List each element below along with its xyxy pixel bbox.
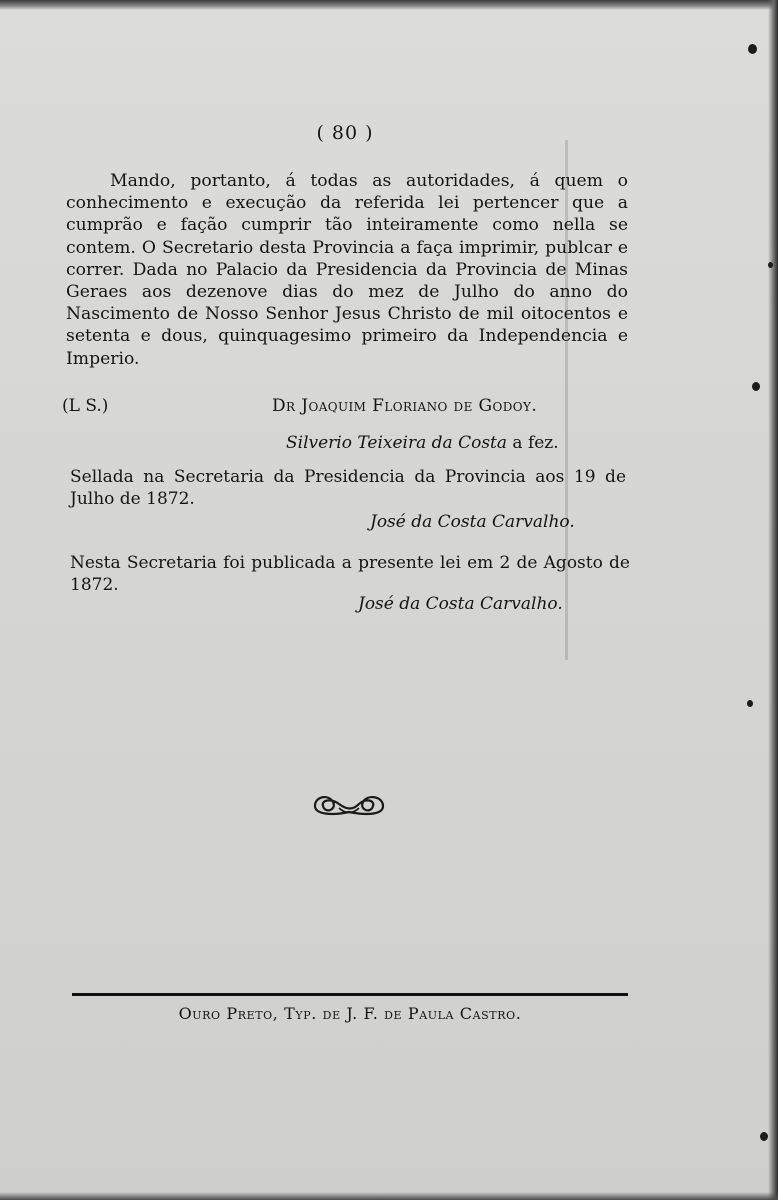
scan-edge-right xyxy=(768,0,778,1200)
scan-edge-top xyxy=(0,0,778,10)
clerk-suffix: a fez. xyxy=(507,433,559,453)
seal-mark: (L S.) xyxy=(62,396,109,416)
signatory-name: Dr Joaquim Floriano de Godoy. xyxy=(272,396,538,416)
ink-speck xyxy=(747,700,753,707)
ink-speck xyxy=(760,1132,768,1141)
sealing-note: Sellada na Secretaria da Presidencia da Provincia aos 19 de Julho de 1872. xyxy=(70,467,626,509)
ink-speck xyxy=(752,382,760,391)
publication-signature: José da Costa Carvalho. xyxy=(358,594,563,614)
sealing-signature: José da Costa Carvalho. xyxy=(370,512,575,532)
clerk-line xyxy=(286,432,586,454)
printer-imprint: Ouro Preto, Typ. de J. F. de Paula Castro. xyxy=(178,1004,522,1023)
clerk-name: Silverio Teixeira da Costa xyxy=(286,433,508,453)
decree-paragraph xyxy=(66,170,628,370)
publication-note: Nesta Secretaria foi publicada a presente lei em 2 de Agosto de 1872. xyxy=(70,553,630,595)
scan-edge-bottom xyxy=(0,1192,778,1200)
decree-paragraph-text: Mando, portanto, á todas as autoridades, á quem o conhecimento e execução da referida lei pertencer que a cumprão e fação cumprir tão inteiramente como nella se contem. O Secretario desta Provincia a faça imprimir, publcar e correr. Dada no Palacio da Presidencia da Provincia de Minas Geraes aos dezenove dias do mez de Julho do anno do Nascimento de Nosso Senhor Jesus Christo de mil oitocentos e setenta e dous, quinquagesimo primeiro da Independencia e Imperio. xyxy=(66,171,628,369)
footer-rule xyxy=(72,993,628,996)
page-number: ( 80 ) xyxy=(316,122,374,144)
flourish-ornament-icon xyxy=(309,788,389,822)
ink-speck xyxy=(748,44,757,54)
ink-speck xyxy=(768,262,773,268)
